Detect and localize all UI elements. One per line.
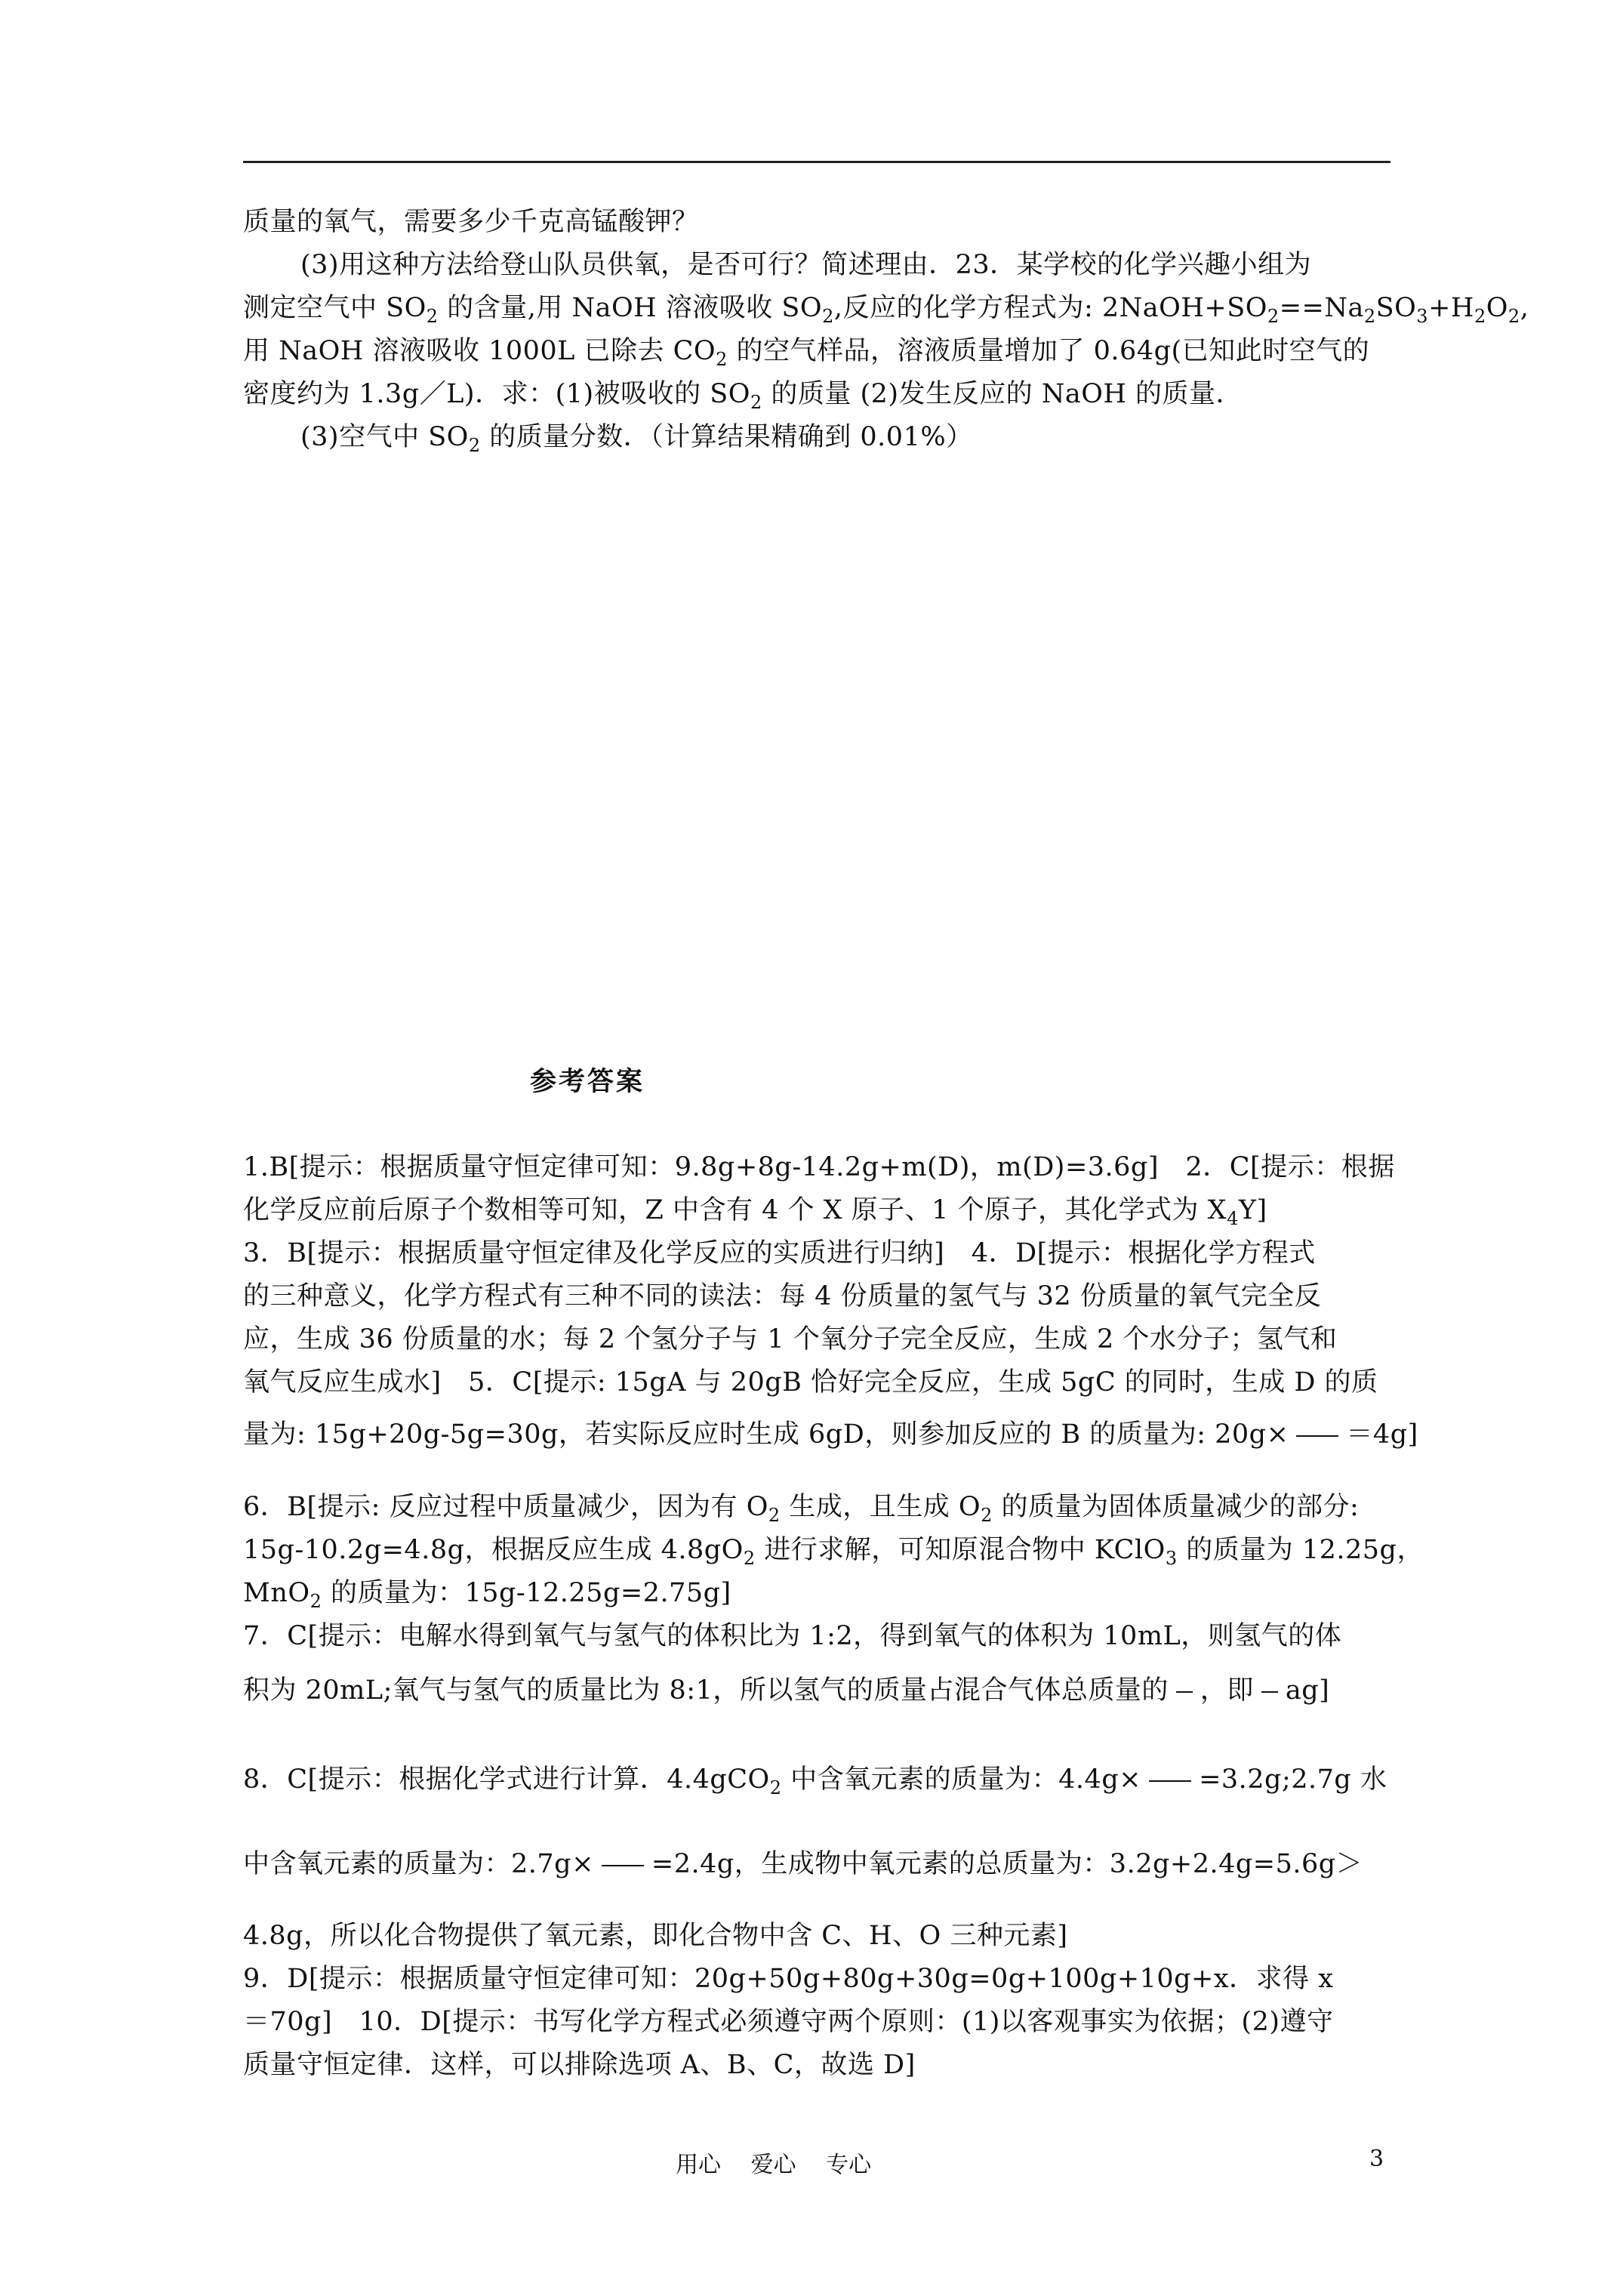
fraction-bar <box>1261 1691 1278 1693</box>
problem-line-3: 测定空气中 $SO_2$ 的含量,用 NaOH 溶液吸收 $SO_2$,反应的化学方程式为: $2NaOH+SO_2==Na_2SO_3+H_2O_2$, <box>243 293 1529 327</box>
page-number: 3 <box>1369 2146 1384 2172</box>
answer-line-11: 7．C[提示：电解水得到氧气与氢气的体积比为 1:2，得到氧气的体积为 10mL，则氢气的体 <box>243 1621 1342 1651</box>
answer-line-9: 15g-10.2g=4.8g，根据反应生成 $4.8gO_2$ 进行求解，可知原混合物中 KClO$_3$ 的质量为 12.25g， <box>243 1535 1424 1569</box>
answer-line-6: 氧气反应生成水] 5．C[提示: 15gA 与 20gB 恰好完全反应，生成 5gC 的同时，生成 D 的质 <box>243 1367 1378 1398</box>
answers-heading: 参考答案 <box>530 1066 645 1097</box>
answer-line-5: 应，生成 36 份质量的水；每 2 个氢分子与 1 个氧分子完全反应，生成 2 个水分子；氢气和 <box>243 1324 1338 1354</box>
answer-line-18: 质量守恒定律．这样，可以排除选项 A、B、C，故选 D] <box>243 2050 916 2080</box>
answer-line-16: 9．D[提示：根据质量守恒定律可知：20g+50g+80g+30g=0g+100g+10g+x．求得 x <box>243 1964 1334 1994</box>
answer-line-2: 化学反应前后原子个数相等可知，Z 中含有 4 个 X 原子、1 个原子，其化学式为 $X_4Y$] <box>243 1195 1267 1229</box>
answer-line-14: 中含氧元素的质量为：2.7g× =2.4g，生成物中氧元素的总质量为：3.2g+2.4g=5.6g＞ <box>243 1849 1363 1879</box>
fraction-bar <box>1176 1691 1193 1693</box>
answer-line-12: 积为 20mL;氧气与氢气的质量比为 8:1，所以氢气的质量占混合气体总质量的 ，即 ag] <box>243 1675 1330 1706</box>
problem-line-1: 质量的氧气，需要多少千克高锰酸钾？ <box>243 207 699 237</box>
footer-motto: 用心 爱心 专心 <box>676 2152 872 2178</box>
fraction-bar <box>602 1865 644 1866</box>
header-rule <box>243 161 1390 163</box>
answer-line-4: 的三种意义，化学方程式有三种不同的读法：每 4 份质量的氢气与 32 份质量的氧气完全反 <box>243 1281 1322 1311</box>
problem-line-2: (3)用这种方法给登山队员供氧，是否可行？简述理由．23．某学校的化学兴趣小组为 <box>300 250 1312 280</box>
answer-line-15: 4.8g，所以化合物提供了氧元素，即化合物中含 C、H、O 三种元素] <box>243 1921 1068 1951</box>
answer-line-3: 3．B[提示：根据质量守恒定律及化学反应的实质进行归纳] 4．D[提示：根据化学方程式 <box>243 1238 1316 1268</box>
answer-line-8: 6．B[提示: 反应过程中质量减少，因为有 $O_2$ 生成，且生成 $O_2$ 的质量为固体质量减少的部分: <box>243 1492 1360 1526</box>
problem-line-5: 密度约为 1.3g／L)．求：(1)被吸收的 $SO_2$ 的质量 (2)发生反应的 NaOH 的质量． <box>243 379 1243 413</box>
answer-line-1: 1.B[提示：根据质量守恒定律可知：9.8g+8g-14.2g+m(D)，m(D)=3.6g] 2．C[提示：根据 <box>243 1152 1395 1182</box>
problem-line-4: 用 NaOH 溶液吸收 1000L 已除去 $CO_2$ 的空气样品，溶液质量增加了 0.64g(已知此时空气的 <box>243 336 1370 370</box>
answer-line-10: MnO$_2$ 的质量为：15g-12.25g=2.75g] <box>243 1578 731 1612</box>
problem-line-6: (3)空气中 $SO_2$ 的质量分数．（计算结果精确到 0.01%） <box>300 422 973 456</box>
answer-line-17: ＝70g] 10．D[提示：书写化学方程式必须遵守两个原则：(1)以客观事实为依据；(2)遵守 <box>243 2007 1334 2037</box>
fraction-bar <box>1296 1435 1338 1437</box>
fraction-bar <box>1149 1780 1191 1782</box>
answer-line-7: 量为: 15g+20g-5g=30g，若实际反应时生成 6gD，则参加反应的 B 的质量为: 20g× ＝4g] <box>243 1419 1418 1450</box>
answer-line-13: 8．C[提示：根据化学式进行计算．4.4gCO$_2$ 中含氧元素的质量为：4.4g× =3.2g;2.7g 水 <box>243 1764 1387 1798</box>
